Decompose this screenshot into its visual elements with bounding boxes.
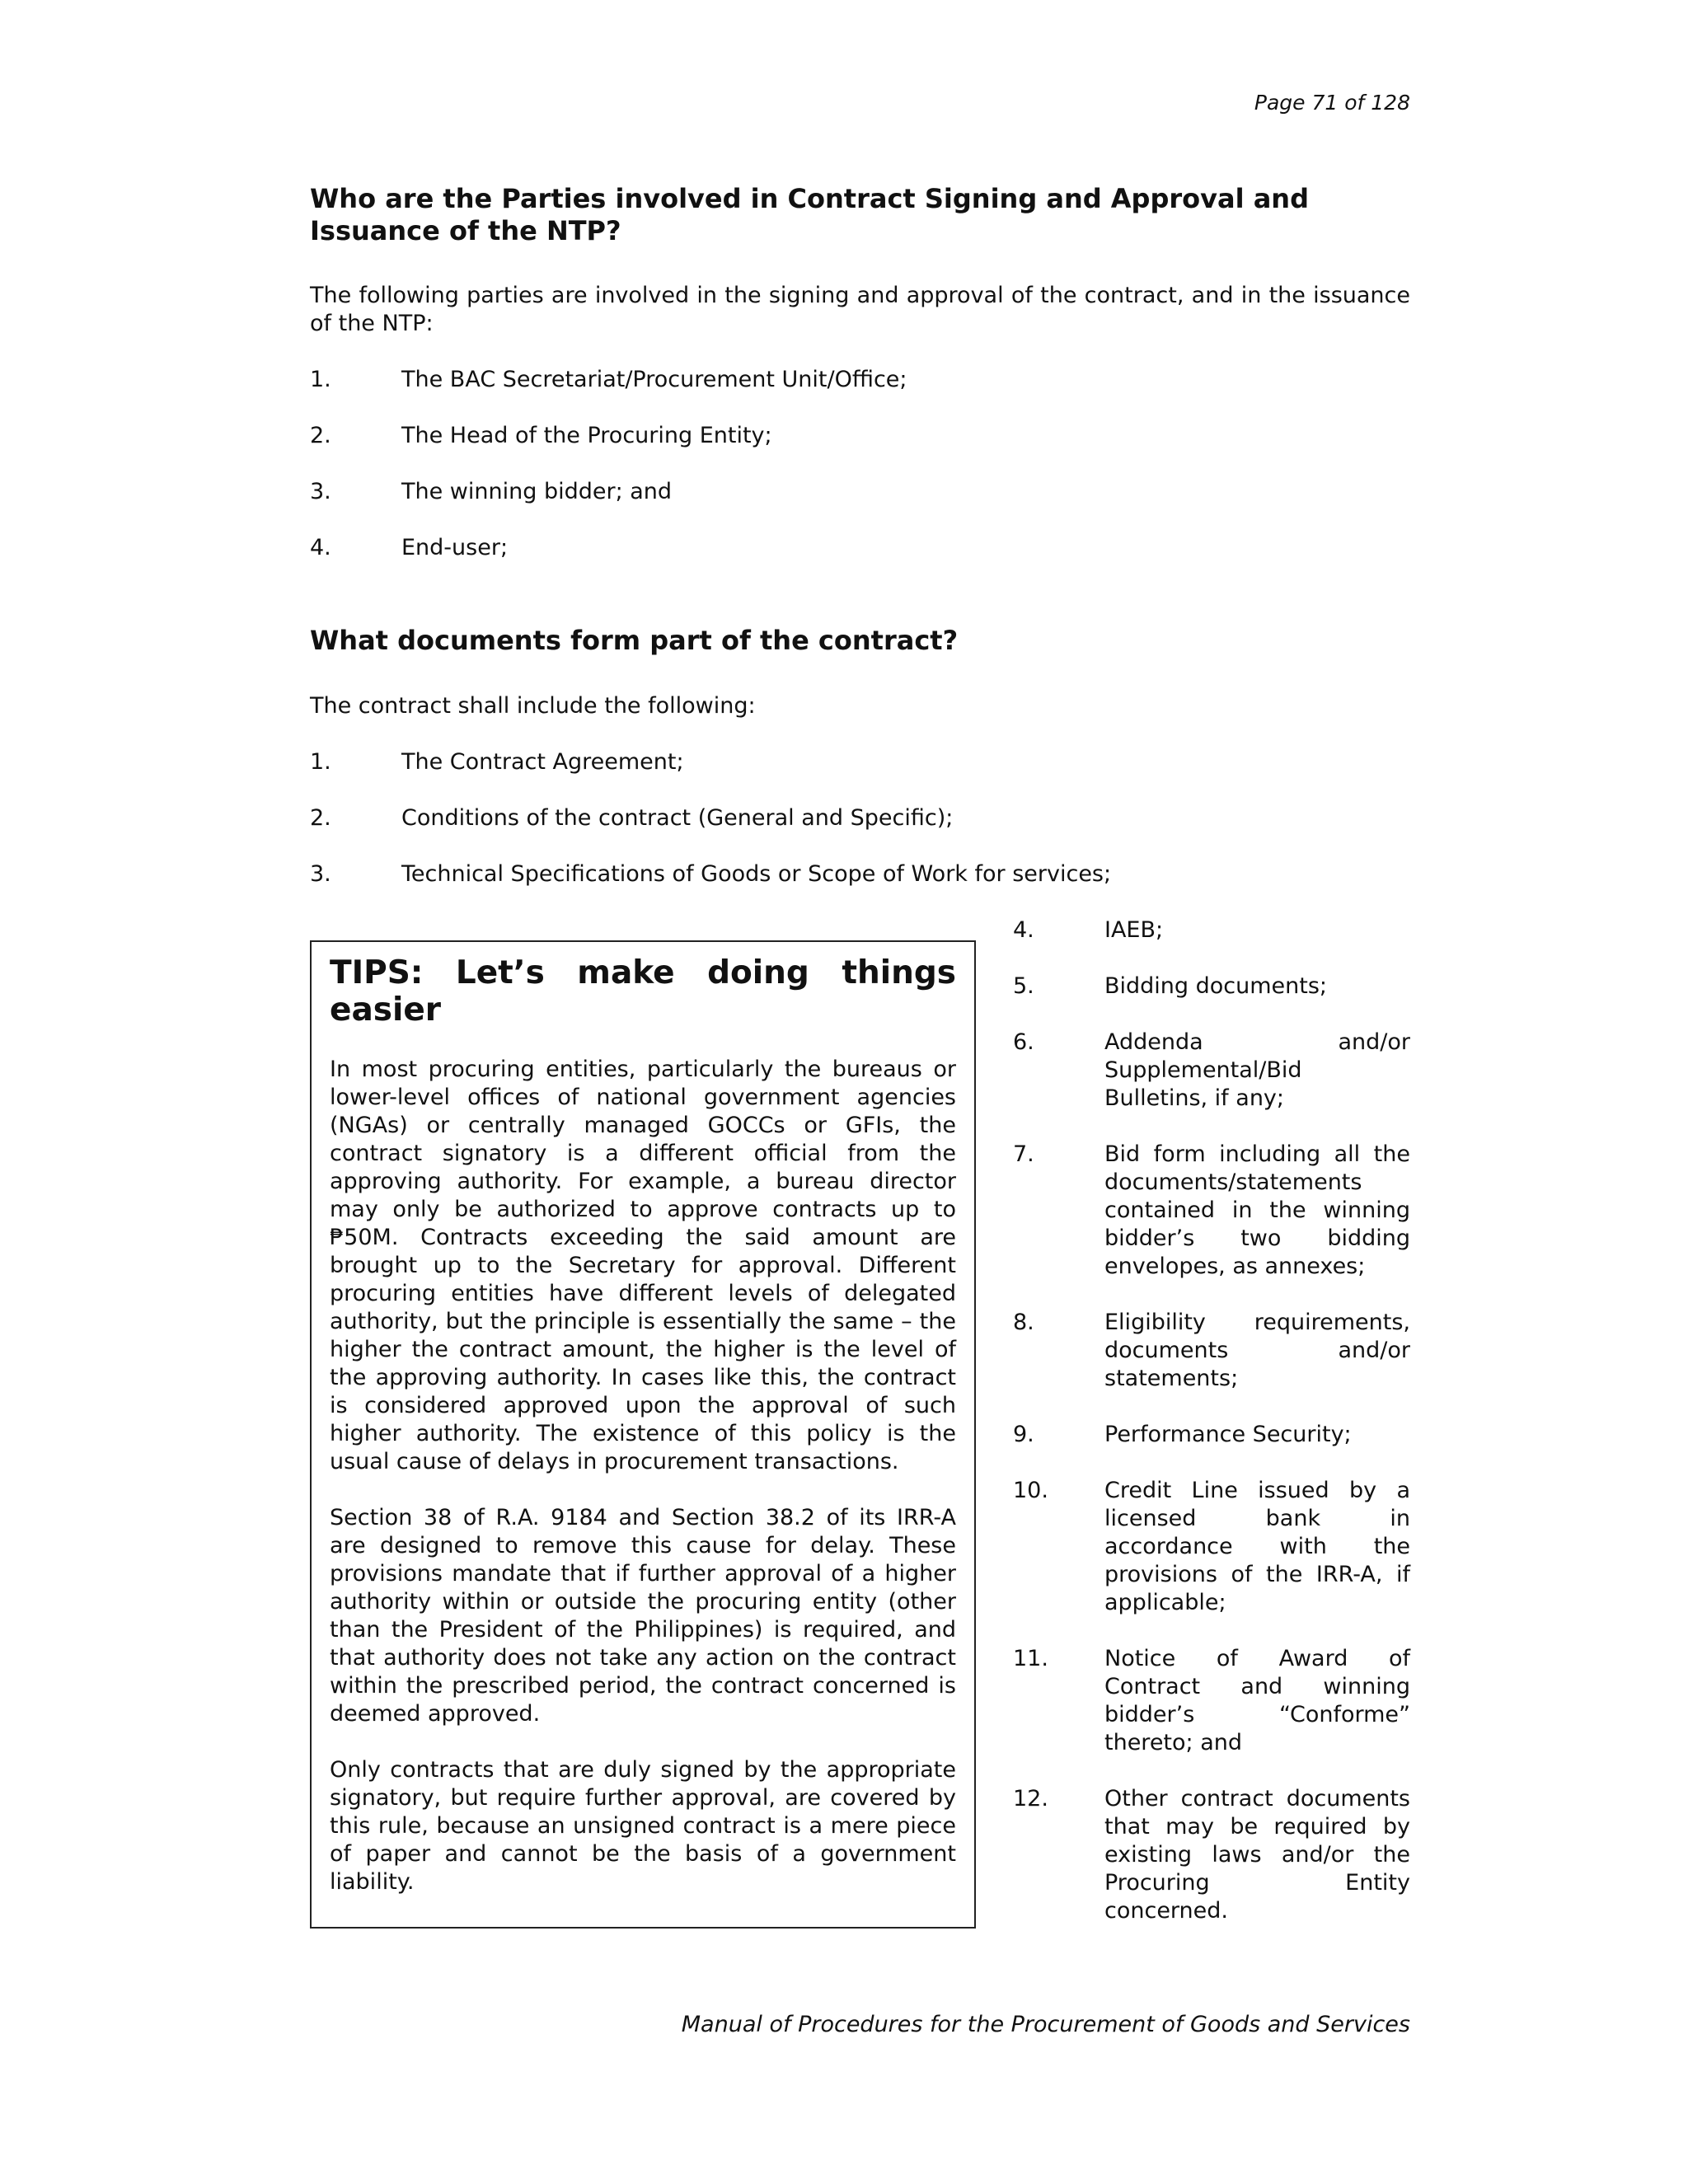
list-number: 4. (310, 535, 331, 560)
tips-box (310, 940, 976, 1929)
list-number: 7. (1013, 1141, 1034, 1167)
list-number: 4. (1013, 917, 1034, 943)
section-heading-parties: Who are the Parties involved in Contract Signing and Approval and Issuance of the NTP? (310, 183, 1309, 246)
list-text: End-user; (401, 535, 509, 560)
list-number: 8. (1013, 1310, 1034, 1335)
documents-intro: The contract shall include the following: (310, 693, 756, 719)
list-text: Performance Security; (1104, 1422, 1352, 1447)
list-number: 5. (1013, 973, 1034, 999)
list-text: Conditions of the contract (General and Specific); (401, 805, 954, 831)
parties-intro: The following parties are involved in the signing and approval of the contract, and in the issuance of the NTP: (310, 283, 1410, 336)
tips-paragraph: In most procuring entities, particularly the bureaus or lower-level offices of national government agencies (NGAs) or centrally managed GOCCs or GFIs, the contract signatory is a different official from the approving authority. For example, a bureau director may only be authorized to approve contracts up to ₱50M. Contracts exceeding the said amount are brought up to the Secretary for approval. Different procuring entities have different levels of delegated authority, but the principle is essentially the same – the higher the contract amount, the higher is the level of the approving authority. In cases like this, the contract is considered approved upon the approval of such higher authority. The existence of this policy is the usual cause of delays in procurement transactions. (330, 1057, 956, 1474)
list-number: 2. (310, 805, 331, 831)
list-text: IAEB; (1104, 917, 1164, 943)
list-text: Bid form including all the documents/statements contained in the winning bidder’s two bidding envelopes, as annexes; (1104, 1141, 1410, 1279)
tips-title: TIPS: Let’s make doing things easier (330, 954, 956, 1029)
list-number: 9. (1013, 1422, 1034, 1447)
list-text: Notice of Award of Contract and winning bidder’s “Conforme” thereto; and (1104, 1646, 1410, 1755)
list-text: Other contract documents that may be required by existing laws and/or the Procuring Entity concerned. (1104, 1786, 1410, 1924)
list-number: 3. (310, 479, 331, 504)
list-number: 12. (1013, 1786, 1048, 1811)
list-text: The winning bidder; and (401, 479, 673, 504)
list-number: 1. (310, 749, 331, 775)
list-text: The Contract Agreement; (401, 749, 684, 775)
page-number: Page 71 of 128 (1254, 91, 1410, 115)
list-number: 1. (310, 367, 331, 392)
list-text: Eligibility requirements, documents and/or statements; (1104, 1310, 1410, 1391)
list-number: 11. (1013, 1646, 1048, 1671)
list-text: The Head of the Procuring Entity; (401, 423, 772, 448)
list-number: 10. (1013, 1478, 1048, 1503)
list-text: Technical Specifications of Goods or Scope of Work for services; (401, 861, 1112, 887)
page-footer: Manual of Procedures for the Procurement of Goods and Services (681, 2012, 1410, 2037)
section-heading-documents: What documents form part of the contract? (310, 625, 959, 656)
list-number: 6. (1013, 1029, 1034, 1055)
list-text: The BAC Secretariat/Procurement Unit/Office; (401, 367, 907, 392)
tips-paragraph: Section 38 of R.A. 9184 and Section 38.2 of its IRR-A are designed to remove this cause for delay. These provisions mandate that if further approval of a higher authority within or outside the procuring entity (other than the President of the Philippines) is required, and that authority does not take any action on the contract within the prescribed period, the contract concerned is deemed approved. (330, 1505, 956, 1727)
list-number: 2. (310, 423, 331, 448)
list-text: Credit Line issued by a licensed bank in accordance with the provisions of the IRR-A, if applicable; (1104, 1478, 1410, 1615)
list-number: 3. (310, 861, 331, 887)
list-text: Bidding documents; (1104, 973, 1328, 999)
list-text: Addenda and/or Supplemental/Bid Bulletins, if any; (1104, 1029, 1410, 1111)
tips-paragraph: Only contracts that are duly signed by the appropriate signatory, but require further approval, are covered by this rule, because an unsigned contract is a mere piece of paper and cannot be the basis of a government liability. (330, 1757, 956, 1895)
